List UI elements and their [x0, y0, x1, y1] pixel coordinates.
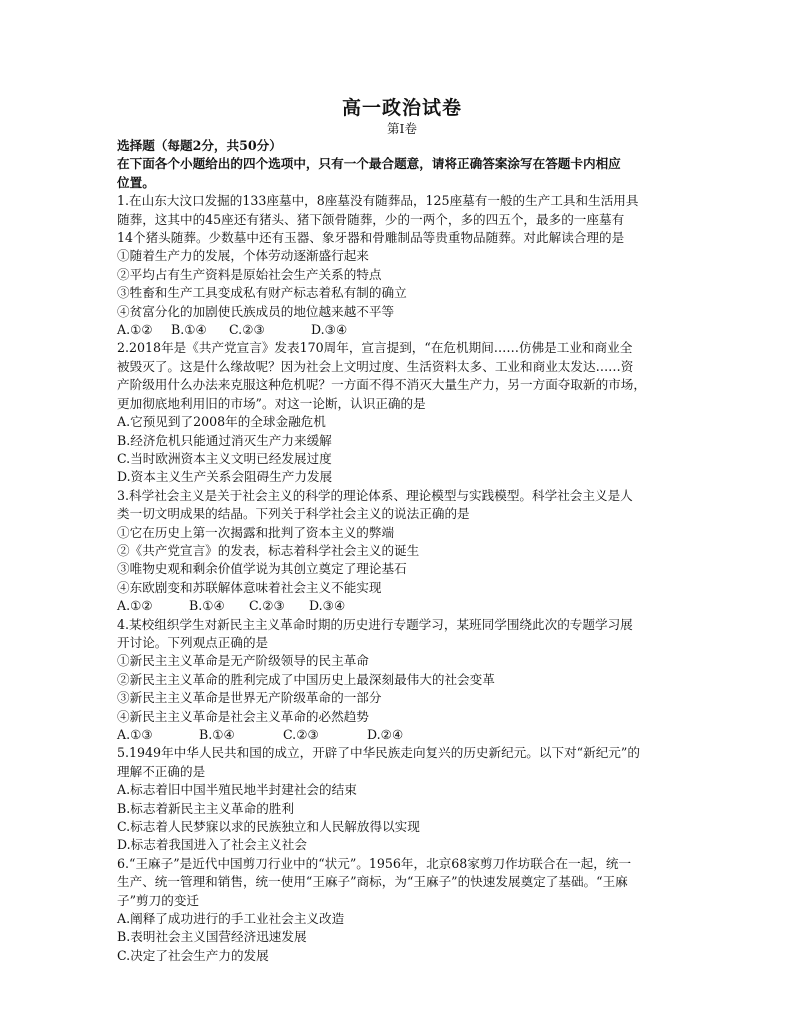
option-c: C.②③ — [283, 727, 319, 742]
choice: B.表明社会主义国营经济迅速发展 — [117, 929, 307, 945]
option-c: C.②③ — [249, 598, 285, 614]
statement: ②平均占有生产资料是原始社会生产关系的特点 — [117, 266, 382, 282]
option-a: A.①② — [117, 322, 153, 338]
choice: D.资本主义生产关系会阻碍生产力发展 — [117, 469, 333, 485]
section-heading: 选择题（每题2分，共50分） — [117, 138, 282, 153]
question-stem-line: 3.科学社会主义是关于社会主义的科学的理论体系、理论模型与实践模型。科学社会主义是人 — [117, 487, 633, 503]
exam-page — [117, 96, 687, 965]
question-1 — [117, 192, 687, 339]
question-stem-line: 生产、统一管理和销售，统一使用“王麻子”商标，为“王麻子”的快速发展奠定了基础。“王麻 — [117, 874, 628, 890]
choice: B.标志着新民主主义革命的胜利 — [117, 800, 294, 816]
question-stem-line: 2.2018年是《共产党宣言》发表170周年，宣言提到，“在危机期间……仿佛是工业和商业全 — [117, 340, 633, 356]
question-stem-line: 5.1949年中华人民共和国的成立，开辟了中华民族走向复兴的历史新纪元。以下对“新纪元”的 — [117, 745, 640, 761]
question-stem-line: 随葬，这其中的45座还有猪头、猪下颌骨随葬，少的一两个，多的四五个，最多的一座墓有 — [117, 211, 625, 227]
question-stem-line: 理解不正确的是 — [117, 763, 206, 779]
question-3 — [117, 487, 687, 616]
choice: A.它预见到了2008年的全球金融危机 — [117, 414, 326, 430]
question-stem-line: 类一切文明成果的结晶。下列关于科学社会主义的说法正确的是 — [117, 506, 470, 522]
answer-options — [117, 726, 687, 744]
option-a: A.①③ — [117, 727, 153, 742]
statement: ③唯物史观和剩余价值学说为其创立奠定了理论基石 — [117, 561, 407, 577]
answer-options — [117, 321, 687, 339]
exam-title: 高一政治试卷 — [341, 97, 462, 119]
choice: D.标志着我国进入了社会主义社会 — [117, 837, 307, 853]
choice: A.标志着旧中国半殖民地半封建社会的结束 — [117, 782, 357, 798]
statement: ④新民主主义革命是社会主义革命的必然趋势 — [117, 708, 369, 724]
choice: B.经济危机只能通过消灭生产力来缓解 — [117, 432, 332, 448]
answer-options — [117, 597, 687, 615]
volume-label: 第I卷 — [387, 121, 417, 136]
choice: C.标志着人民梦寐以求的民族独立和人民解放得以实现 — [117, 819, 420, 835]
option-b: B.①④ — [199, 727, 235, 742]
question-stem-line: 开讨论。下列观点正确的是 — [117, 634, 269, 650]
statement: ③牲畜和生产工具变成私有财产标志着私有制的确立 — [117, 285, 407, 301]
question-stem-line: 1.在山东大汶口发掘的133座墓中，8座墓没有随葬品，125座墓有一般的生产工具和生活用具 — [117, 193, 639, 209]
statement: ①它在历史上第一次揭露和批判了资本主义的弊端 — [117, 524, 395, 540]
statement: ②《共产党宣言》的发表，标志着科学社会主义的诞生 — [117, 542, 420, 558]
statement: ①随着生产力的发展，个体劳动逐渐盛行起来 — [117, 248, 369, 264]
option-c: C.②③ — [229, 322, 265, 338]
option-b: B.①④ — [171, 322, 207, 338]
question-stem-line: 14个猪头随葬。少数墓中还有玉器、象牙器和骨雕制品等贵重物品随葬。对此解读合理的是 — [117, 230, 625, 246]
choice: C.决定了社会生产力的发展 — [117, 947, 269, 963]
section-instruction: 在下面各个小题给出的四个选项中，只有一个最合题意，请将正确答案涂写在答题卡内相应 — [117, 156, 621, 172]
statement: ①新民主主义革命是无产阶级领导的民主革命 — [117, 653, 369, 669]
option-d: D.②④ — [367, 727, 404, 742]
question-4 — [117, 616, 687, 745]
option-d: D.③④ — [311, 322, 348, 338]
statement: ②新民主主义革命的胜利完成了中国历史上最深刻最伟大的社会变革 — [117, 671, 495, 687]
question-stem-line: 被毁灭了。这是什么缘故呢？因为社会上文明过度、生活资料太多、工业和商业太发达……资 — [117, 358, 634, 374]
statement: ④东欧剧变和苏联解体意味着社会主义不能实现 — [117, 579, 382, 595]
question-2 — [117, 339, 687, 486]
question-stem-line: 4.某校组织学生对新民主主义革命时期的历史进行专题学习，某班同学围绕此次的专题学习展 — [117, 616, 633, 632]
question-stem-line: 产阶级用什么办法来克服这种危机呢？一方面不得不消灭大量生产力，另一方面夺取新的市场， — [117, 377, 646, 393]
question-stem-line: 子”剪刀的变迁 — [117, 892, 200, 908]
question-5 — [117, 744, 687, 854]
section-instruction: 位置。 — [117, 174, 155, 190]
question-stem-line: 6.“王麻子”是近代中国剪刀行业中的“状元”。1956年，北京68家剪刀作坊联合在一起，统一 — [117, 855, 632, 871]
choice: C.当时欧洲资本主义文明已经发展过度 — [117, 450, 332, 466]
choice: A.阐释了成功进行的手工业社会主义改造 — [117, 911, 345, 927]
option-a: A.①② — [117, 598, 153, 614]
question-6 — [117, 855, 687, 965]
statement: ③新民主主义革命是世界无产阶级革命的一部分 — [117, 690, 382, 706]
question-stem-line: 更加彻底地利用旧的市场”。对这一论断，认识正确的是 — [117, 395, 426, 411]
option-d: D.③④ — [309, 598, 346, 614]
statement: ④贫富分化的加剧使氏族成员的地位越来越不平等 — [117, 303, 395, 319]
option-b: B.①④ — [189, 598, 225, 614]
